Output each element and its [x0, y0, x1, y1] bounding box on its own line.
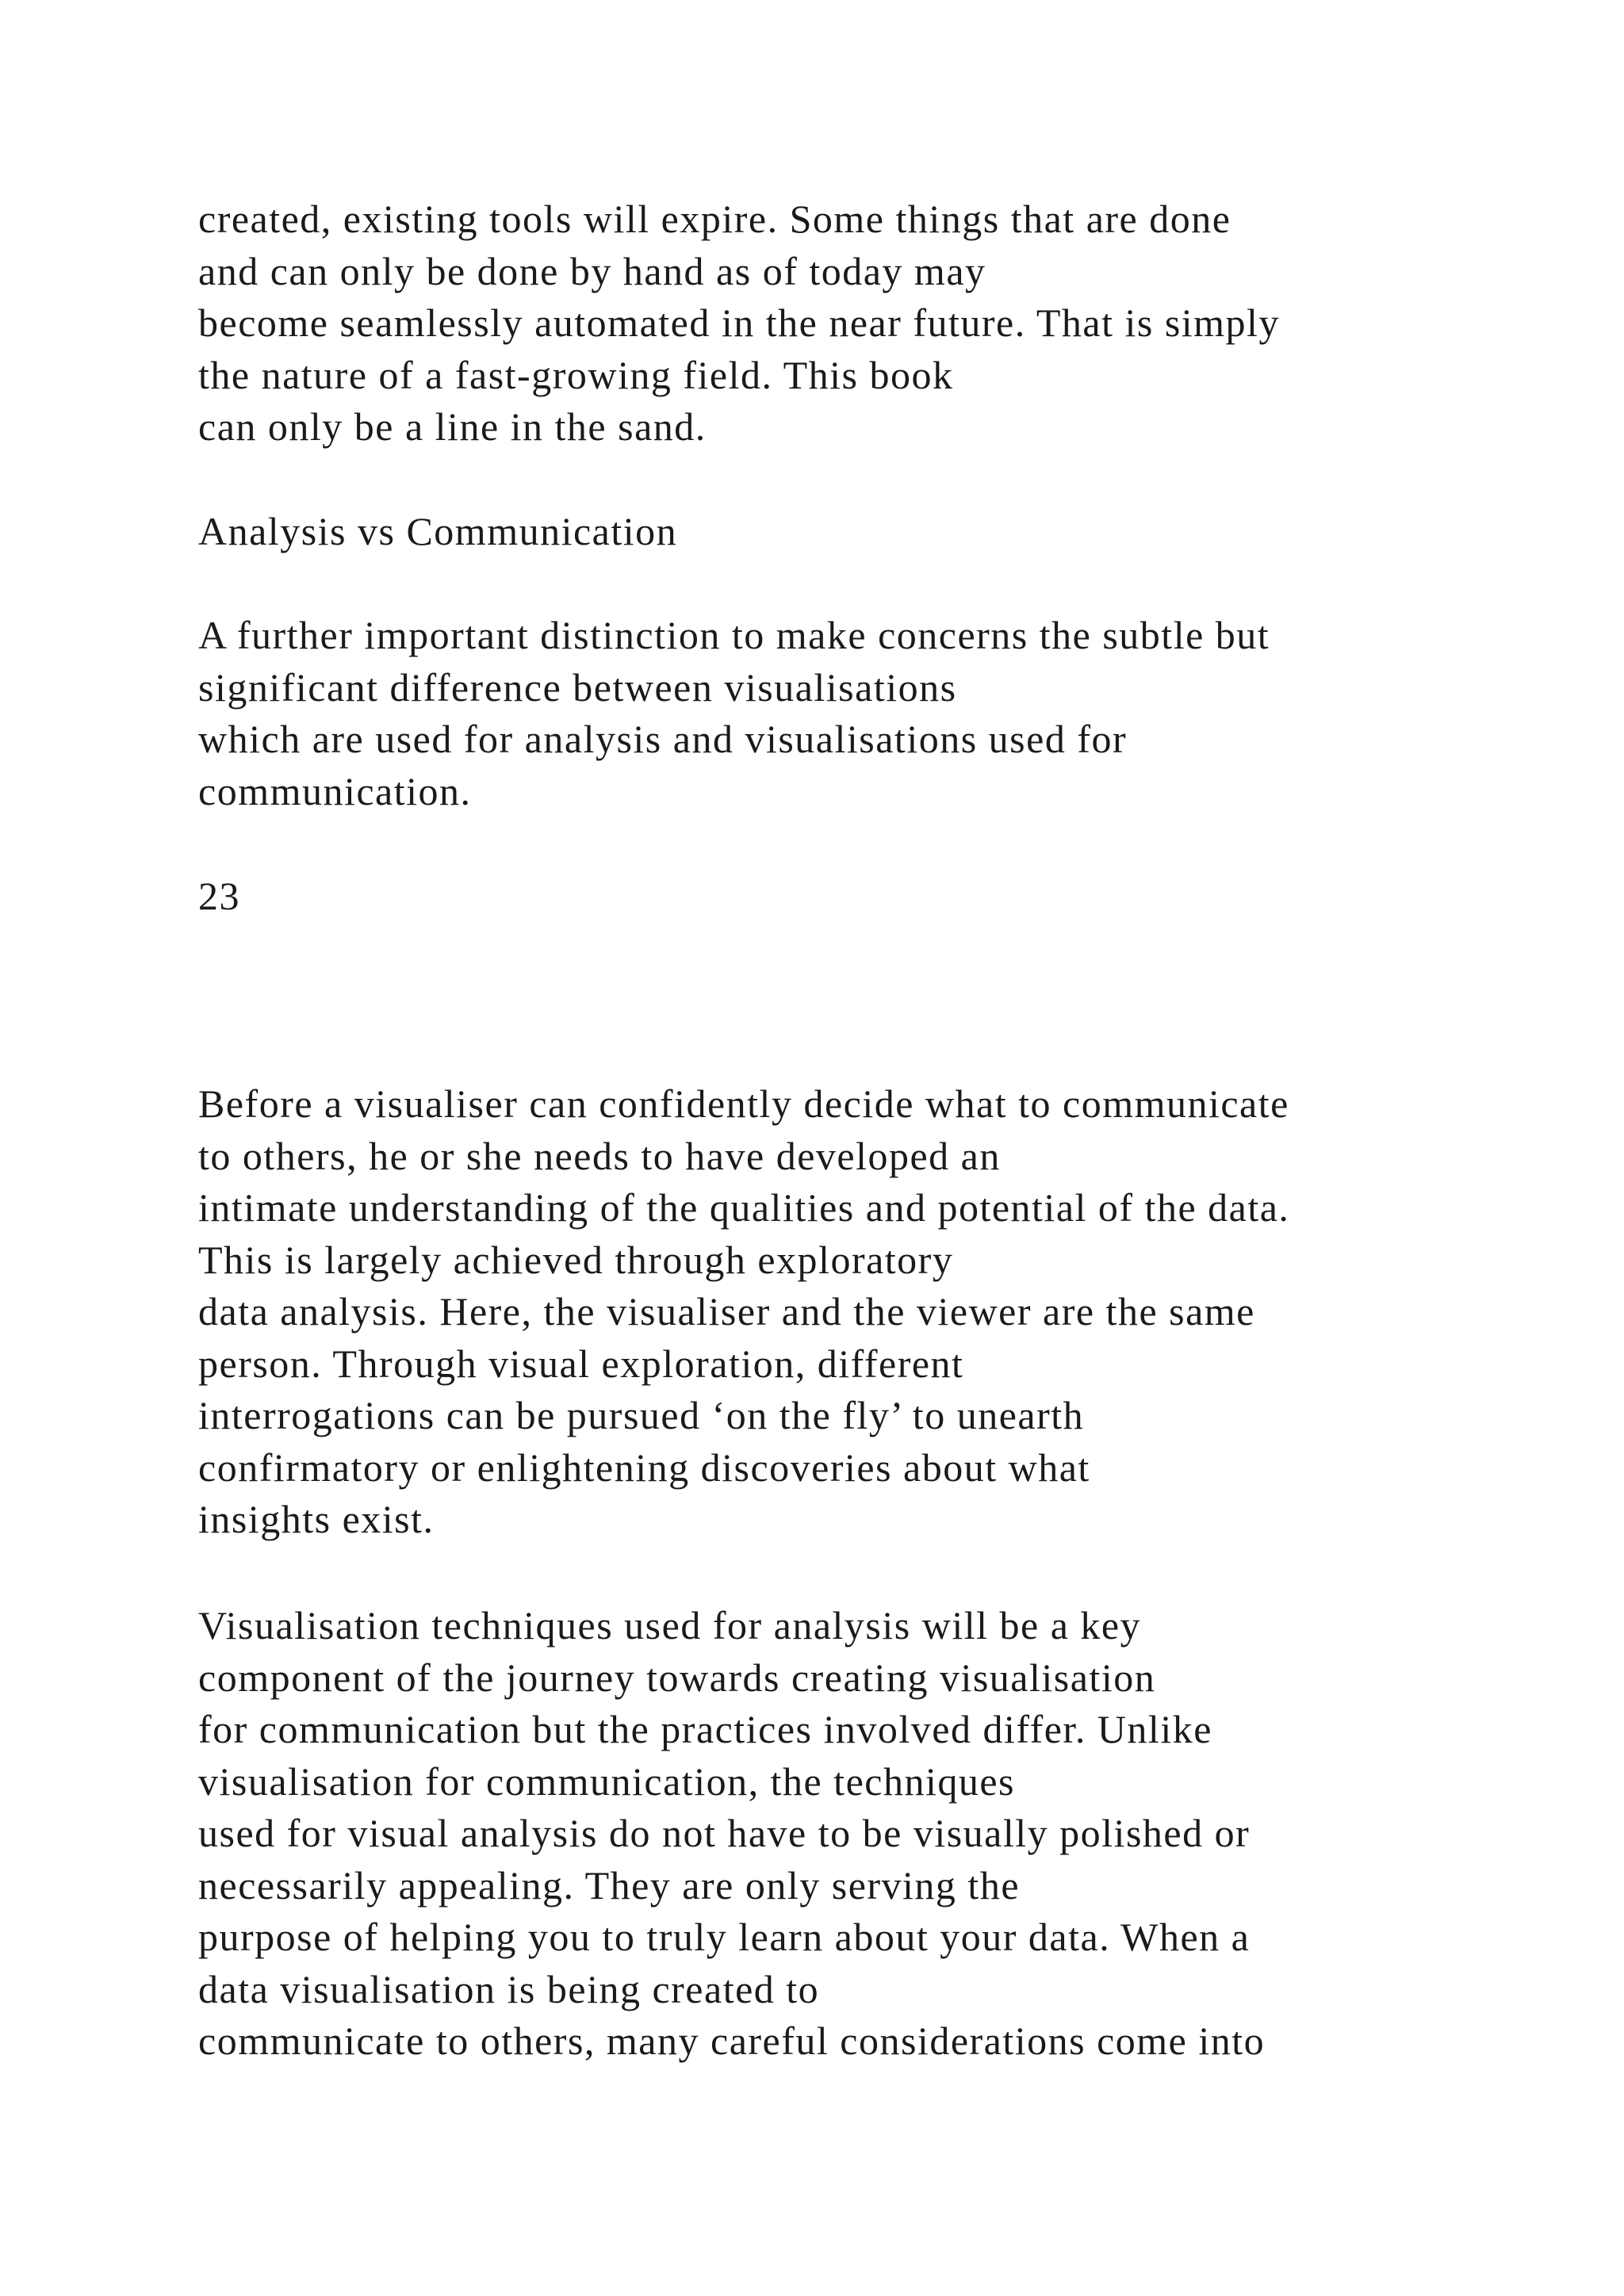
text-line: This is largely achieved through exploratory [198, 1237, 954, 1282]
text-line: component of the journey towards creating visualisation [198, 1655, 1156, 1700]
text-line: created, existing tools will expire. Some things that are done [198, 197, 1231, 241]
text-line: data analysis. Here, the visualiser and the viewer are the same [198, 1289, 1255, 1334]
page-number [198, 871, 240, 923]
paragraph-exploratory-analysis [198, 1078, 1289, 1546]
page-number-text: 23 [198, 874, 240, 918]
paragraph-visualisation-techniques [198, 1600, 1265, 2068]
text-line: confirmatory or enlightening discoveries about what [198, 1445, 1090, 1490]
heading-text: Analysis vs Communication [198, 509, 678, 553]
text-line: Visualisation techniques used for analysis will be a key [198, 1603, 1142, 1647]
text-line: person. Through visual exploration, different [198, 1341, 964, 1386]
text-line: communicate to others, many careful considerations come into [198, 2019, 1266, 2063]
text-line: purpose of helping you to truly learn about your data. When a [198, 1915, 1251, 1959]
text-line: become seamlessly automated in the near future. That is simply [198, 300, 1280, 345]
text-line: significant difference between visualisations [198, 664, 957, 710]
text-line: and can only be done by hand as of today may [198, 248, 986, 293]
text-line: Before a visualiser can confidently decide what to communicate [198, 1081, 1289, 1126]
text-line: used for visual analysis do not have to be visually polished or [198, 1811, 1251, 1855]
text-line: insights exist. [198, 1497, 435, 1541]
text-line: which are used for analysis and visualisations used for [198, 717, 1128, 761]
text-line: data visualisation is being created to [198, 1966, 820, 2011]
text-line: necessarily appealing. They are only serving the [198, 1862, 1021, 1908]
section-heading [198, 506, 677, 558]
text-line: can only be a line in the sand. [198, 404, 707, 449]
text-line: A further important distinction to make concerns the subtle but [198, 613, 1270, 657]
text-line: interrogations can be pursued ‘on the fly’ to unearth [198, 1393, 1085, 1437]
paragraph-distinction [198, 610, 1270, 817]
paragraph-tools-expire [198, 193, 1280, 453]
text-line: visualisation for communication, the techniques [198, 1758, 1015, 1804]
text-line: the nature of a fast-growing field. This book [198, 352, 954, 397]
text-line: to others, he or she needs to have developed an [198, 1133, 1001, 1178]
text-line: for communication but the practices involved differ. Unlike [198, 1707, 1212, 1751]
text-line: communication. [198, 768, 472, 813]
text-line: intimate understanding of the qualities and potential of the data. [198, 1185, 1290, 1230]
